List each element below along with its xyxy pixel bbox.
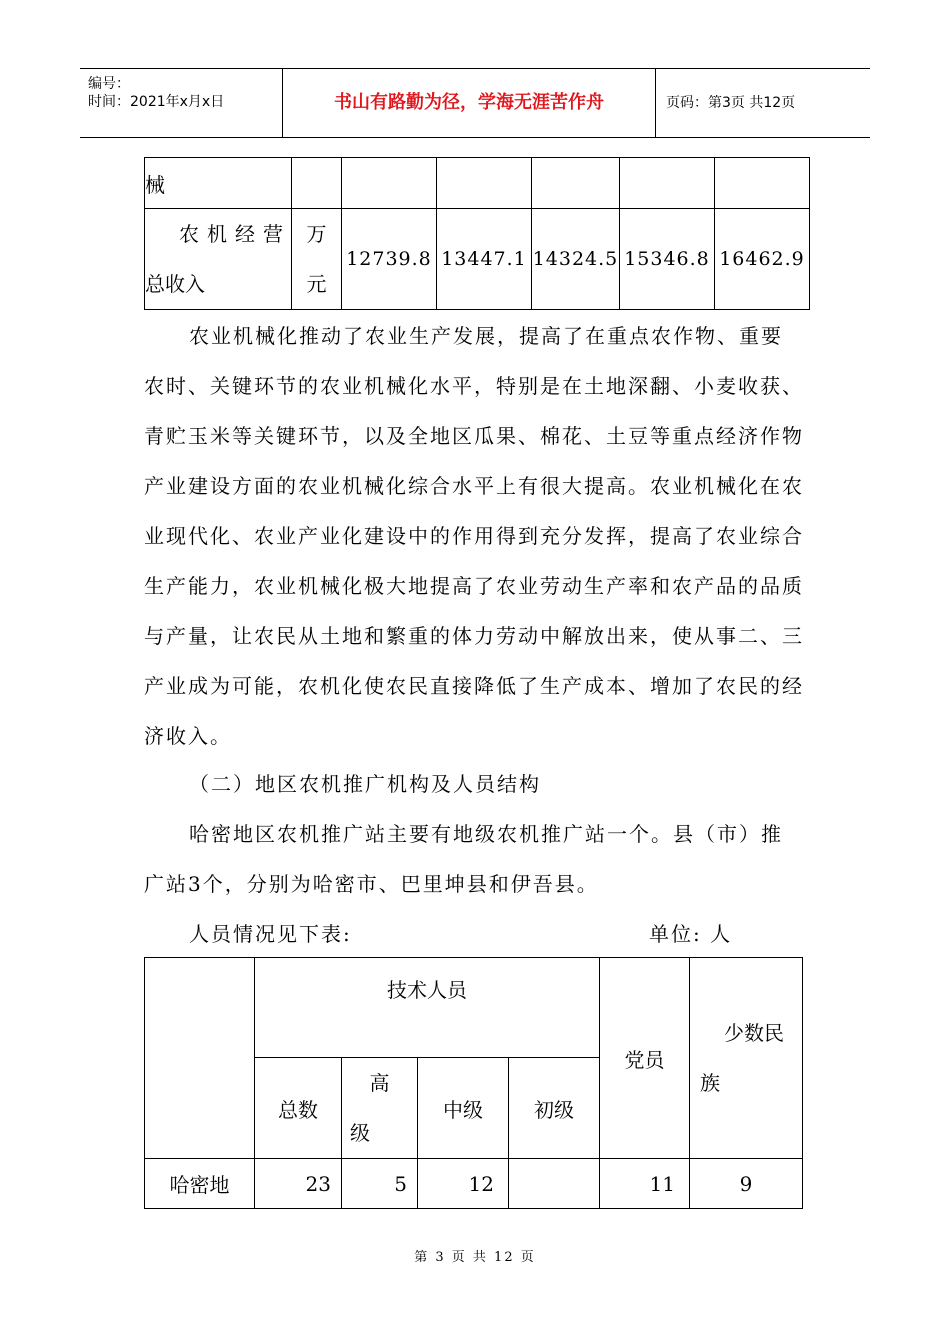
col-senior: 高 级 [342,1058,418,1159]
table-unit: 单位: 人 [649,922,733,946]
personnel-table [144,957,803,1209]
minority-header: 少数民 族 [690,958,803,1159]
value-cell: 15346.8 [620,209,715,310]
table-row [145,209,810,310]
unit-cell: 万 元 [292,209,342,310]
value-senior: 5 [342,1159,418,1209]
code-label: 编号： [88,76,130,92]
table-intro: 人员情况见下表: [189,922,352,946]
col-mid: 中级 [418,1058,509,1159]
header-meta [80,69,282,137]
value-mid: 12 [418,1159,509,1209]
row-label: 哈密地 [145,1159,255,1209]
table-row [145,158,810,209]
row-label: 械 [145,158,292,209]
value-cell: 14324.5 [532,209,620,310]
section-heading: （二）地区农机推广机构及人员结构 [189,772,541,796]
header-page-number: 页码：第3页 共12页 [666,95,796,111]
value-junior [509,1159,600,1209]
tech-header: 技术人员 [255,958,600,1058]
value-cell: 13447.1 [437,209,532,310]
value-minority: 9 [690,1159,803,1209]
party-header: 党员 [600,958,690,1159]
row-label-line2: 总收入 [145,272,205,296]
row-label [145,209,292,310]
page-header [80,68,870,138]
col-total: 总数 [255,1058,342,1159]
time-label: 时间：2021年x月x日 [88,94,225,110]
value-cell: 16462.9 [715,209,810,310]
value-party: 11 [600,1159,690,1209]
paragraph-stations: 哈密地区农机推广站主要有地级农机推广站一个。县（市）推广站3个，分别为哈密市、巴里坤县和伊吾县。 [144,822,783,896]
page-footer: 第 3 页 共 12 页 [414,1250,536,1265]
value-cell: 12739.8 [342,209,437,310]
machinery-income-table [144,157,810,310]
col-junior: 初级 [509,1058,600,1159]
row-label-line1: 农机经营 [179,222,291,246]
header-motto: 书山有路勤为径，学海无涯苦作舟 [282,69,656,137]
paragraph-mechanization: 农业机械化推动了农业生产发展，提高了在重点农作物、重要农时、关键环节的农业机械化水平，特别是在土地深翻、小麦收获、青贮玉米等关键环节，以及全地区瓜果、棉花、土豆等重点经济作物产业建设方面的农业机械化综合水平上有很大提高。农业机械化在农业现代化、农业产业化建设中的作用得到充分发挥，提高了农业综合生产能力，农业机械化极大地提高了农业劳动生产率和农产品的品质与产量，让农民从土地和繁重的体力劳动中解放出来，使从事二、三产业成为可能，农机化使农民直接降低了生产成本、增加了农民的经济收入。 [144,324,804,748]
table-row [145,1159,803,1209]
value-total: 23 [255,1159,342,1209]
